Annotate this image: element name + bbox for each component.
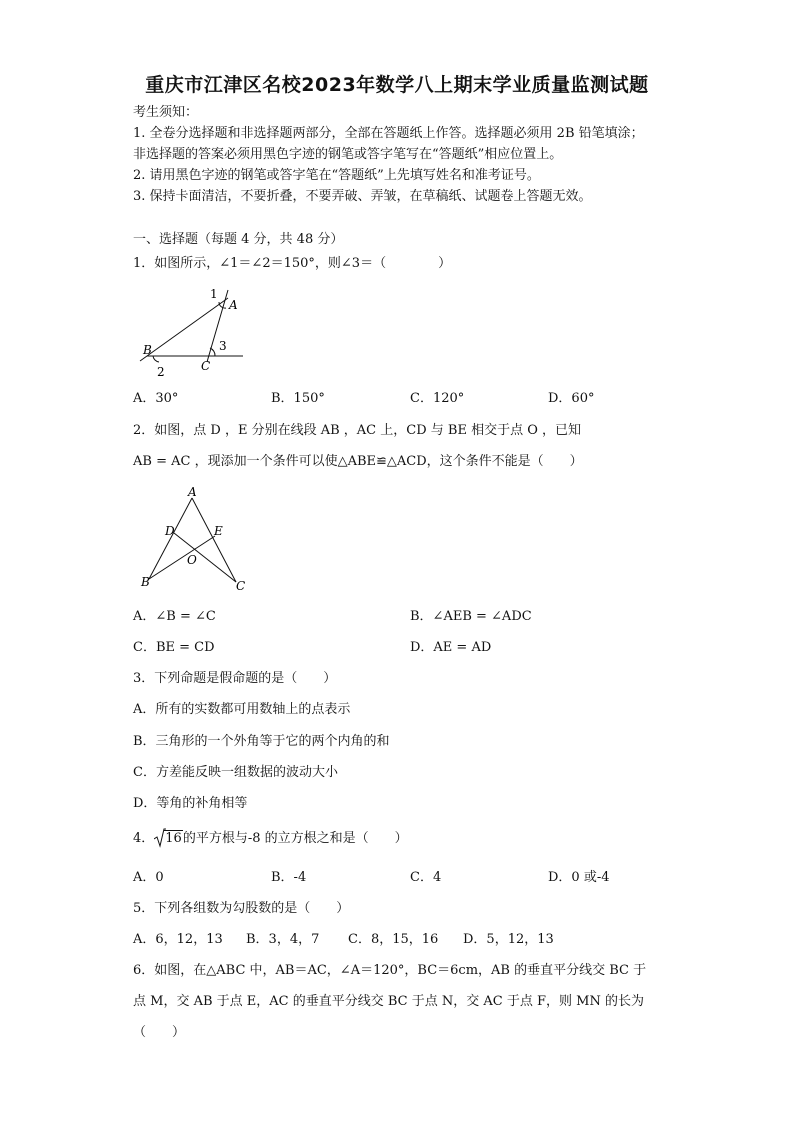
q2-line-ac <box>192 498 236 582</box>
q2-line-cd <box>174 533 236 582</box>
notice-item-3: 3. 保持卡面清洁，不要折叠，不要弄破、弄皱，在草稿纸、试题卷上答题无效。 <box>133 189 592 204</box>
radical-sign-icon <box>154 828 166 848</box>
q4-stem <box>133 830 408 848</box>
q1-label-a: A <box>229 298 238 312</box>
q2-label-a: A <box>188 485 197 499</box>
q1-angle2-arc <box>153 356 159 362</box>
page-title: 重庆市江津区名校2023年数学八上期末学业质量监测试题 <box>145 74 649 96</box>
q3-option-a[interactable]: A．所有的实数都可用数轴上的点表示 <box>133 702 351 717</box>
q3-option-b[interactable]: B．三角形的一个外角等于它的两个内角的和 <box>133 734 390 749</box>
q2-option-a[interactable]: A．∠B = ∠C <box>133 609 216 624</box>
q4-option-a[interactable]: A．0 <box>133 870 164 885</box>
q5-option-a[interactable]: A．6，12，13 <box>133 932 223 947</box>
q2-option-b[interactable]: B．∠AEB = ∠ADC <box>410 609 532 624</box>
notice-heading: 考生须知： <box>133 105 199 120</box>
q5-option-d[interactable]: D．5，12，13 <box>463 932 554 947</box>
notice-item-2: 2. 请用黑色字迹的钢笔或答字笔在“答题纸”上先填写姓名和准考证号。 <box>133 168 540 183</box>
q1-label-1: 1 <box>210 287 218 301</box>
q2-line-ab <box>149 498 192 579</box>
q4-prefix: 4． <box>133 831 155 846</box>
q1-angle1-arc <box>219 302 226 308</box>
q1-label-2: 2 <box>157 365 165 379</box>
q2-label-c: C <box>236 579 246 593</box>
q6-stem-line2: 点 M，交 AB 于点 E，AC 的垂直平分线交 BC 于点 N，交 AC 于点 F，则 MN 的长为 <box>133 994 644 1009</box>
q1-option-d[interactable]: D．60° <box>548 391 595 406</box>
q4-suffix: 的平方根与-8 的立方根之和是（ ） <box>182 831 408 846</box>
q2-label-b: B <box>141 575 150 589</box>
q3-stem: 3．下列命题是假命题的是（ ） <box>133 671 337 686</box>
q1-line-ba <box>140 298 228 361</box>
q1-stem: 1．如图所示，∠1＝∠2＝150°，则∠3＝（ ） <box>133 256 452 271</box>
q4-option-d[interactable]: D．0 或-4 <box>548 870 610 885</box>
q4-radicand: 16 <box>165 831 182 846</box>
q5-stem: 5．下列各组数为勾股数的是（ ） <box>133 901 350 916</box>
q2-label-d: D <box>165 524 175 538</box>
q4-option-b[interactable]: B．-4 <box>271 870 307 885</box>
q4-sqrt <box>154 830 183 848</box>
q5-option-b[interactable]: B．3，4，7 <box>246 932 320 947</box>
q2-stem-line2: AB = AC ，现添加一个条件可以使△ABE≌△ACD，这个条件不能是（ ） <box>133 454 583 469</box>
q2-label-e: E <box>214 524 223 538</box>
q3-option-c[interactable]: C．方差能反映一组数据的波动大小 <box>133 765 338 780</box>
q6-stem-line1: 6．如图，在△ABC 中，AB＝AC，∠A＝120°，BC＝6cm，AB 的垂直平分线交 BC 于 <box>133 963 647 978</box>
q1-label-3: 3 <box>219 339 227 353</box>
q2-label-o: O <box>187 553 197 567</box>
section-heading: 一、选择题（每题 4 分，共 48 分） <box>133 232 344 247</box>
q4-option-c[interactable]: C．4 <box>410 870 442 885</box>
q1-label-b: B <box>143 343 152 357</box>
q2-option-c[interactable]: C．BE = CD <box>133 640 215 655</box>
q1-option-c[interactable]: C．120° <box>410 391 465 406</box>
q5-option-c[interactable]: C．8，15，16 <box>348 932 439 947</box>
q1-figure <box>133 282 253 382</box>
notice-item-1-cont: 非选择题的答案必须用黑色字迹的钢笔或答字笔写在“答题纸”相应位置上。 <box>133 147 563 162</box>
q1-label-c: C <box>201 359 211 373</box>
q2-stem-line1: 2．如图，点 D ，E 分别在线段 AB ，AC 上，CD 与 BE 相交于点 O ，已知 <box>133 423 581 438</box>
q6-stem-line3: （ ） <box>133 1025 186 1040</box>
q3-option-d[interactable]: D．等角的补角相等 <box>133 796 248 811</box>
notice-item-1: 1. 全卷分选择题和非选择题两部分，全部在答题纸上作答。选择题必须用 2B 铅笔填涂； <box>133 126 644 141</box>
q1-option-b[interactable]: B．150° <box>271 391 325 406</box>
q2-option-d[interactable]: D．AE = AD <box>410 640 492 655</box>
q2-figure <box>136 485 256 595</box>
q1-option-a[interactable]: A．30° <box>133 391 179 406</box>
